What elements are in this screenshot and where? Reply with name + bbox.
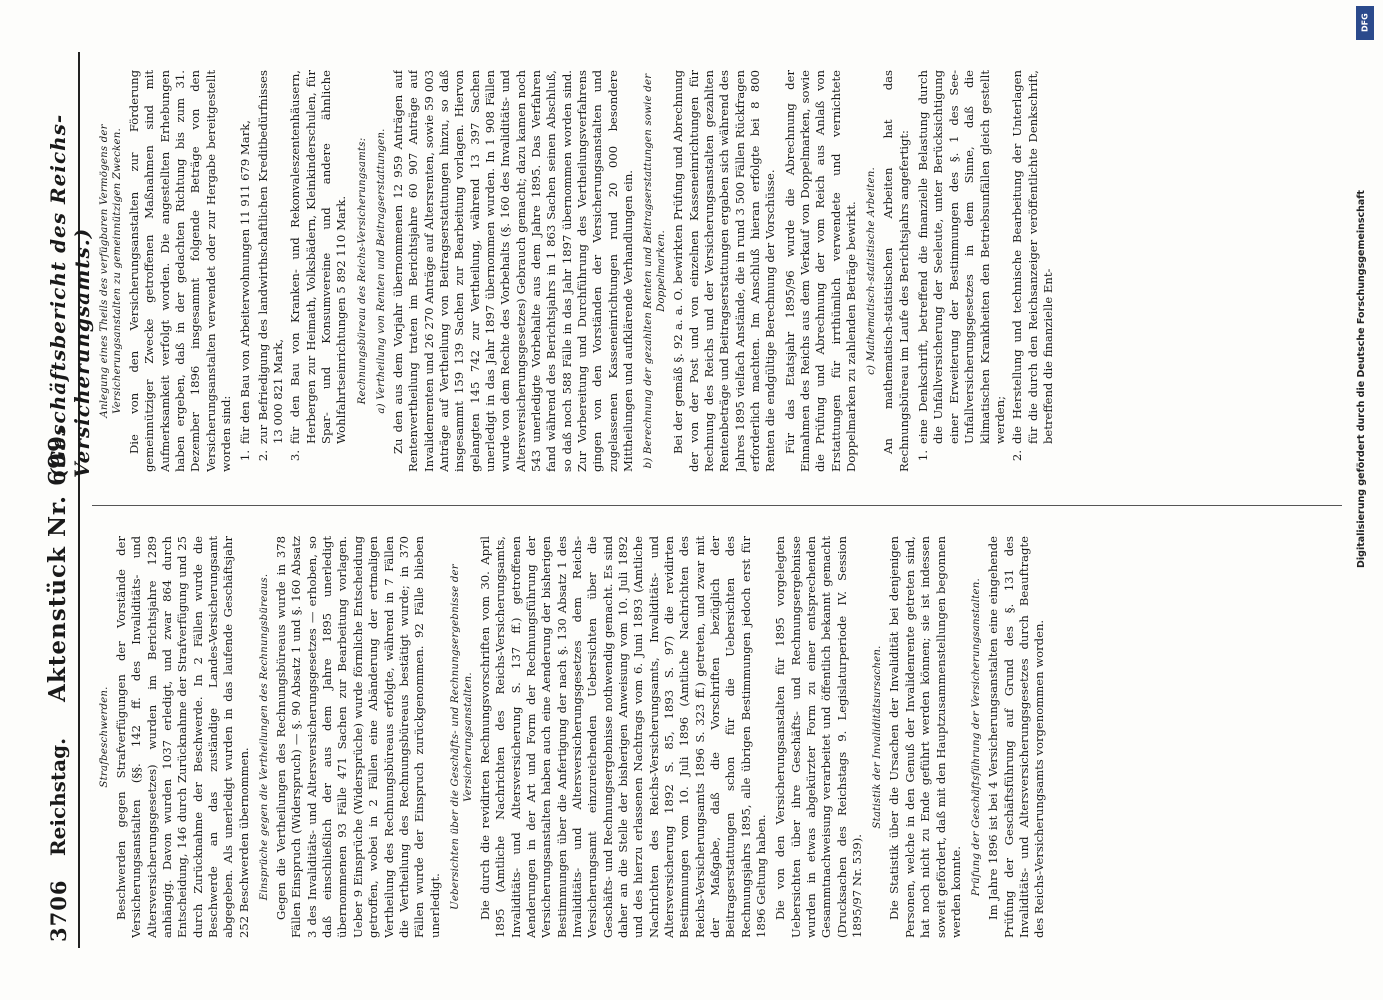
paragraph-anlegung: Die von den Versicherungsanstalten zur Förderung gemeinnütziger Zwecke getroffenen Maßnahmen sind mit Aufmerksamkeit verfolgt worden. Die angestellten Erhebungen haben ergeben, daß in der gedachten Richtung bis zum 31. Dezember 1896 insgesammt folgende Beträge von den Versicherungsanstalten verwendet oder zur Hergabe bereitgestellt worden sind: (127, 70, 234, 472)
list-item (256, 70, 287, 472)
list-item-text: für den Bau von Arbeiterwohnungen 11 911 679 Mark, (238, 120, 253, 444)
paragraph-statistik: Die Statistik über die Ursachen der Invalidität bei denjenigen Personen, welche in den Genuß der Invalidenrente getreten sind, hat noch nicht zu Ende geführt werden können; sie ist indessen soweit gefördert, daß mit den Hauptzusammenstellungen begonnen werden konnte. (887, 536, 963, 938)
paragraph-strafbeschwerden: Beschwerden gegen Strafverfügungen der Vorstände der Versicherungsanstalten (§§. 142 ff. des Invaliditäts- und Altersversicherungsgesetzes) wurden im Berichtsjahre 1289 anhängig. Davon wurden 1037 erledigt, und zwar 864 durch Entscheidung, 146 durch Zurücknahme der Strafverfügung und 25 durch Zurücknahme der Beschwerde. In 2 Fällen wurde die Beschwerde an das zuständige Landes-Versicherungsamt abgegeben. Als unerledigt wurden in das laufende Geschäftsjahr 252 Beschwerden übernommen. (114, 536, 251, 938)
column-divider (92, 505, 1342, 506)
list-item (1010, 70, 1056, 472)
paragraph-einsprueche: Gegen die Vertheilungen des Rechnungsbüreaus wurde in 378 Fällen Einspruch (Widerspruch) — §. 90 Absatz 1 und §. 160 Absatz 3 des Invaliditäts- und Altersversicherungsgesetzes — erhoben, so daß einschließlich der aus dem Jahre 1895 unerledigt übernommenen 93 Fälle 471 Sachen zur Bearbeitung vorlagen. Ueber 9 Einsprüche (Widersprüche) wurde förmliche Entscheidung getroffen, wobei in 2 Fällen eine Abänderung der ertmaligen Vertheilung des Rechnungsbüreaus erfolgte, während in 7 Fällen die Vertheilung des Rechnungsbüreaus bestätigt wurde; in 370 Fällen wurde der Einspruch zurückgenommen. 92 Fälle blieben unerledigt. (274, 536, 442, 938)
list-item-text: zur Befriedigung des landwirthschaftlichen Kreditbedürfnisses 13 000 821 Mark, (255, 70, 286, 444)
subsection-heading-mathematisch: c) Mathematisch-statistische Arbeiten. (866, 167, 878, 375)
paragraph-vertheilung: Zu den aus dem Vorjahr übernommenen 12 959 Anträgen auf Rentenvertheilung traten im Berichtsjahre 60 907 Anträge auf Invalidenrenten und 26 270 Anträge auf Altersrenten, sowie 59 003 Anträge auf Vertheilung von Beitragserstattungen hinzu, so daß insgesammt 159 139 Sachen zur Bearbeitung vorlagen. Hiervon gelangten 145 742 zur Vertheilung, während 13 397 Sachen unerledigt in das Jahr 1897 übernommen wurden. In 1 908 Fällen wurde von dem Rechte des Vorbehalts (§. 160 des Invaliditäts- und Altersversicherungsgesetzes) Gebrauch gemacht; dazu kamen noch 543 unerledigte Vorbehalte aus dem Jahre 1895. Das Verfahren fand während des Berichtsjahrs in 1 863 Sachen seinen Abschluß, so daß noch 588 Fälle in das Jahr 1897 übernommen worden sind. Zur Vorbereitung und Durchführung des Vertheilungsverfahrens gingen von den Vorständen der Versicherungsanstalten und zugelassenen Kasseneinrichtungen rund 20 000 besondere Mittheilungen und aufklärende Verhandlungen ein. (390, 70, 635, 472)
paragraph-berechnung-1: Bei der gemäß §. 92 a. a. O. bewirkten Prüfung und Abrechnung der von der Post und von einzelnen Kasseneinrichtungen für Rechnung des Reichs und der Versicherungsanstalten gezahlten Rentenbeträge und Beitragserstattungen ergaben sich während des Jahres 1895 vielfach Anstände, die in rund 3 500 Fällen Rückfragen erforderlich machten. Im Anschluß hieran erfolgte bei 8 800 Renten die endgültige Berechnung der Vorschüsse. (671, 70, 778, 472)
dfg-logo: DFG (1356, 6, 1374, 40)
paragraph-pruefung: Im Jahre 1896 ist bei 4 Versicherungsanstalten eine eingehende Prüfung der Geschäftsführung auf Grund des §. 131 des Invaliditäts- und Altersversicherungsgesetzes durch Beauftragte des Reichs-Versicherungsamts vorgenommen worden. (986, 536, 1047, 938)
paragraph-uebersichten-2: Die von den Versicherungsanstalten für 1895 vorgelegten Uebersichten über ihre Geschäfts- und Rechnungsergebnisse wurden in etwas abgekürzter Form zu einer entsprechenden Gesammtnachweisung verarbeitet und öffentlich bekannt gemacht (Drucksachen des Reichstags 9. Legislaturperiode IV. Session 1895/97 Nr. 539). (773, 536, 865, 938)
header-aktenstueck: Aktenstück Nr. 699. (44, 425, 71, 702)
list-item (916, 70, 1008, 472)
right-column (92, 70, 1342, 472)
section-heading-statistik: Statistik der Invaliditätsursachen. (872, 645, 884, 829)
digitization-sidebar (1352, 0, 1380, 1000)
list-item-number: 2. (255, 450, 270, 462)
list-item (288, 70, 349, 472)
paragraph-mathematisch: An mathematisch-statistischen Arbeiten hat das Rechnungsbüreau im Laufe des Berichtsjahrs angefertigt: (881, 70, 911, 472)
mathematisch-list (916, 70, 1056, 472)
header-reichstag: Reichstag. (46, 737, 70, 856)
left-column (92, 536, 1342, 938)
paragraph-berechnung-2: Für das Etatsjahr 1895/96 wurde die Abrechnung der Einnahmen des Reichs aus dem Verkauf von Doppelmarken, sowie die Prüfung und Abrechnung der vom Reich aus Anlaß von Erstattungen für irrthümlich verwendete und vernichtete Doppelmarken zu zahlenden Beträge bewirkt. (782, 70, 859, 472)
page-number: 3706 (46, 879, 71, 942)
list-item-text: die Herstellung und technische Bearbeitung der Unterlagen für die durch den Reichsanzeiger veröffentlichte Denkschrift, betreffend die finanzielle Ent- (1010, 70, 1055, 444)
subsection-heading-berechnung: b) Berechnung der gezahlten Renten und Beitragserstattungen sowie der Doppelmarken. (643, 73, 668, 469)
digitization-note: Digitalisierung gefördert durch die Deutsche Forschungsgemeinschaft (1356, 190, 1367, 568)
section-heading-rechnungsbuereau: Rechnungsbüreau des Reichs-Versicherungsamts: (356, 137, 368, 405)
anlegung-list (238, 70, 349, 472)
section-heading-pruefung: Prüfung der Geschäftsführung der Versicherungsanstalten. (971, 578, 983, 896)
paragraph-uebersichten-1: Die durch die revidirten Rechnungsvorschriften vom 30. April 1895 (Amtliche Nachrichten des Reichs-Versicherungsamts, Invaliditäts- und Altersversicherung S. 137 ff.) getroffenen Aenderungen in der Art und Form der Rechnungsführung der Versicherungsanstalten haben auch eine Aenderung der bisherigen Bestimmungen über die Anfertigung der nach §. 130 Absatz 1 des Invaliditäts- und Altersversicherungsgesetzes dem Reichs-Versicherungsamt einzureichenden Uebersichten über die Geschäfts- und Rechnungsergebnisse nothwendig gemacht. Es sind daher an die Stelle der bisherigen Anweisung vom 10. Juli 1892 und des hierzu erlassenen Nachtrags vom 6. Juni 1893 (Amtliche Nachrichten des Reichs-Versicherungsamts, Invaliditäts- und Altersversicherung 1892 S. 85, 1893 S. 97) die revidirten Bestimmungen vom 10. Juli 1896 (Amtliche Nachrichten des Reichs-Versicherungsamts 1896 S. 323 ff.) getreten, und zwar mit der Maßgabe, daß die Vorschriften bezüglich der Beitragserstattungen schon für die Uebersichten des Rechnungsjahrs 1895, alle übrigen Bestimmungen jedoch erst für 1896 Geltung haben. (477, 536, 769, 938)
section-heading-anlegung: Anlegung eines Theils des verfügbaren Vermögens der Versicherungsanstalten zu gemeinnützigen Zwecken. (99, 124, 123, 418)
list-item (238, 70, 253, 472)
page-header (38, 52, 94, 948)
section-heading-einsprueche: Einsprüche gegen die Vertheilungen des Rechnungsbüreaus. (259, 573, 271, 901)
list-item-number: 1. (916, 450, 931, 462)
list-item-number: 3. (288, 450, 303, 462)
list-item-number: 2. (1010, 450, 1025, 462)
section-heading-uebersichten: Uebersichten über die Geschäfts- und Rechnungsergebnisse der Versicherungsanstalten. (449, 564, 474, 910)
subsection-heading-vertheilung: a) Vertheilung von Renten und Beitragserstattungen. (375, 128, 387, 414)
header-subtitle: (Geschäftsbericht des Reichs-Versicherungsamts.) (46, 113, 94, 478)
list-item-number: 1. (238, 450, 253, 462)
list-item-text: für den Bau von Kranken- und Rekonvaleszentenhäusern, Herbergen zur Heimath, Volksbädern, Kleinkinderschulen, für Spar- und Konsumvereine und andere ähnliche Wohlfahrtseinrichtungen 5 892 110 Mark. (288, 70, 349, 444)
section-heading-strafbeschwerden: Strafbeschwerden. (99, 686, 110, 788)
list-item-text: eine Denkschrift, betreffend die finanzielle Belastung durch die Unfallversicherung der Seeleute, unter Berücksichtigung einer Erweiterung der Bestimmungen des §. 1 des See-Unfallversicherungsgesetzes in dem Sinne, daß die klimatischen Krankheiten den Betriebsunfällen gleich gestellt werden; (916, 70, 1007, 444)
